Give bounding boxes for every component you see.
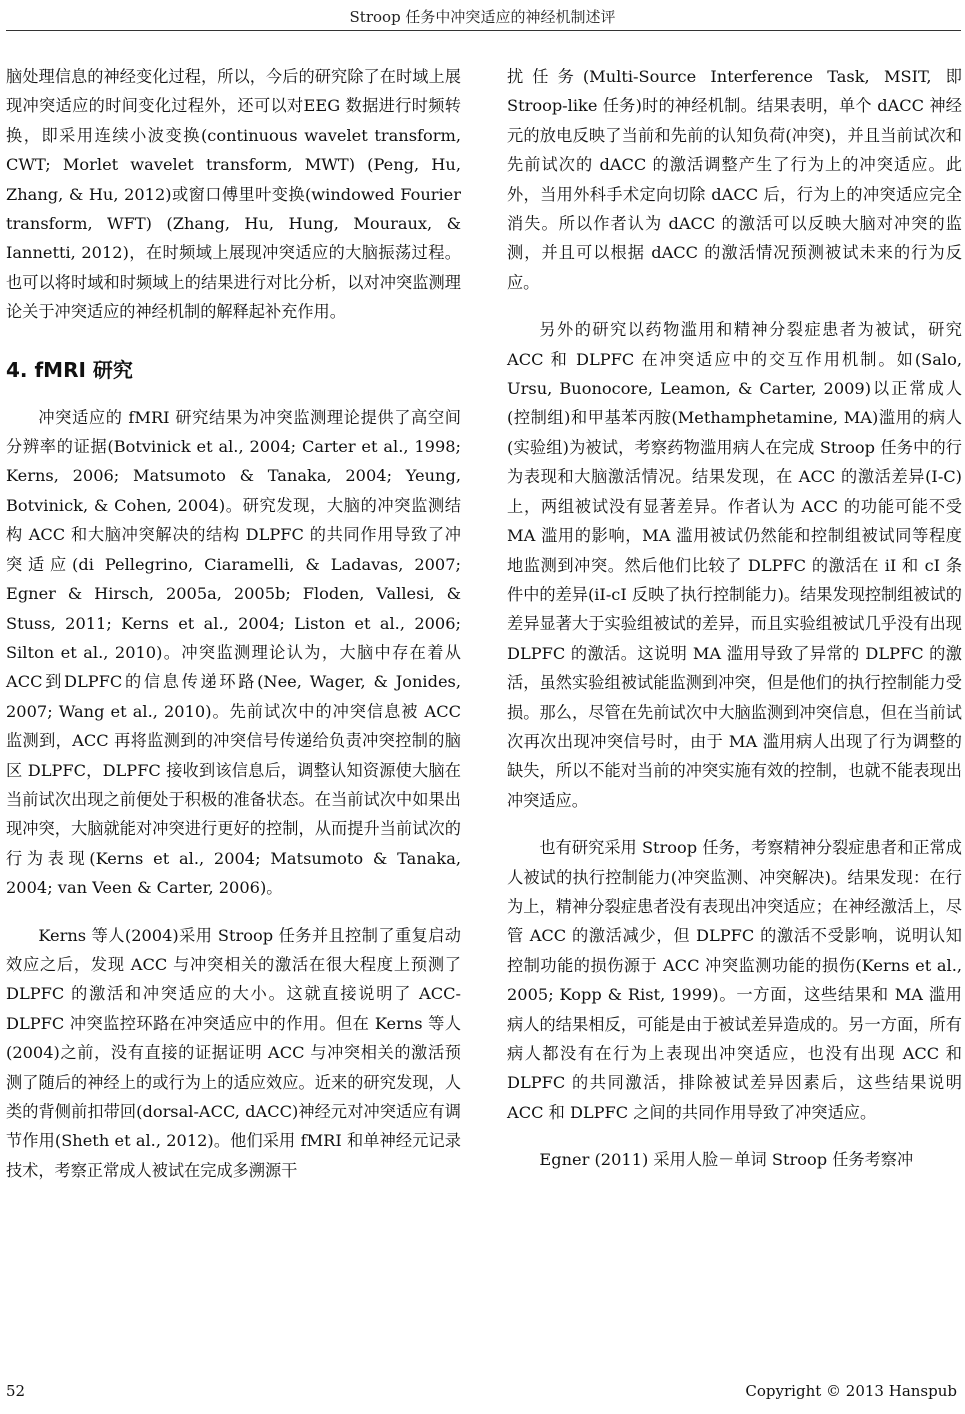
paragraph: 冲突适应的 fMRI 研究结果为冲突监测理论提供了高空间分辨率的证据(Botvinick et al., 2004; Carter et al., 1998; Kerns, 2006; Matsumoto & Tanaka, 2004; Yeung, Botvinick, & Cohen, 2004)。研究发现，大脑的冲突监测结构 ACC 和大脑冲突解决的结构 DLPFC 的共同作用导致了冲突适应(di Pellegrino, Ciaramelli, & Ladavas, 2007; Egner & Hirsch, 2005a, 2005b; Floden, Vallesi, & Stuss, 2011; Kerns et al., 2004; Liston et al., 2006; Silton et al., 2010)。冲突监测理论认为，大脑中存在着从ACC到DLPFC的信息传递环路(Nee, Wager, & Jonides, 2007; Wang et al., 2010)。先前试次中的冲突信息被 ACC 监测到，ACC 再将监测到的冲突信号传递给负责冲突控制的脑区 DLPFC，DLPFC 接收到该信息后，调整认知资源使大脑在当前试次出现之前便处于积极的准备状态。在当前试次中如果出现冲突，大脑就能对冲突进行更好的控制，从而提升当前试次的行为表现(Kerns et al., 2004; Matsumoto & Tanaka, 2004; van Veen & Carter, 2006)。 — [6, 407, 461, 898]
copyright-notice: Copyright © 2013 Hanspub — [745, 1382, 957, 1400]
left-column — [6, 62, 461, 1185]
section-heading: 4. fMRI 研究 — [6, 357, 133, 382]
paragraph: 另外的研究以药物滥用和精神分裂症患者为被试，研究 ACC 和 DLPFC 在冲突适应中的交互作用机制。如(Salo, Ursu, Buonocore, Leamon, & Carter, 2009)以正常成人(控制组)和甲基苯丙胺(Methamphetamine, MA)滥用的病人(实验组)为被试，考察药物滥用病人在完成 Stroop 任务中的行为表现和大脑激活情况。结果发现，在 ACC 的激活差异(I-C)上，两组被试没有显著差异。作者认为 ACC 的功能可能不受 MA 滥用的影响，MA 滥用被试仍然能和控制组被试同等程度地监测到冲突。然后他们比较了 DLPFC 的激活在 iI 和 cI 条件中的差异(iI-cI 反映了执行控制能力)。结果发现控制组被试的差异显著大于实验组被试的差异，而且实验组被试几乎没有出现 DLPFC 的激活。这说明 MA 滥用导致了异常的 DLPFC 的激活，虽然实验组被试能监测到冲突，但是他们的执行控制能力受损。那么，尽管在先前试次中大脑监测到冲突信息，但在当前试次再次出现冲突信号时，由于 MA 滥用病人出现了行为调整的缺失，所以不能对当前的冲突实施有效的控制，也就不能表现出冲突适应。 — [507, 320, 962, 810]
paragraph: 脑处理信息的神经变化过程，所以，今后的研究除了在时域上展现冲突适应的时间变化过程外，还可以对EEG 数据进行时频转换，即采用连续小波变换(continuous wavelet transform, CWT; Morlet wavelet transform, MWT) (Peng, Hu, Zhang, & Hu, 2012)或窗口傅里叶变换(windowed Fourier transform, WFT) (Zhang, Hu, Hung, Mouraux, & Iannetti, 2012)，在时频域上展现冲突适应的大脑振荡过程。也可以将时域和时频域上的结果进行对比分析，以对冲突监测理论关于冲突适应的神经机制的解释起补充作用。 — [6, 67, 461, 322]
page-number: 52 — [6, 1382, 26, 1400]
running-head: Stroop 任务中冲突适应的神经机制述评 — [349, 8, 616, 26]
right-column — [507, 62, 962, 1175]
paragraph: 扰任务(Multi-Source Interference Task, MSIT, 即 Stroop-like 任务)时的神经机制。结果表明，单个 dACC 神经元的放电反映了当前和先前的认知负荷(冲突)，并且当前试次和先前试次的 dACC 的激活调整产生了行为上的冲突适应。此外，当用外科手术定向切除 dACC 后，行为上的冲突适应完全消失。所以作者认为 dACC 的激活可以反映大脑对冲突的监测，并且可以根据 dACC 的激活情况预测被试未来的行为反应。 — [507, 67, 962, 292]
paragraph: 也有研究采用 Stroop 任务，考察精神分裂症患者和正常成人被试的执行控制能力(冲突监测、冲突解决)。结果发现：在行为上，精神分裂症患者没有表现出冲突适应；在神经激活上，尽管 ACC 的激活减少，但 DLPFC 的激活不受影响，说明认知控制功能的损伤源于 ACC 冲突监测功能的损伤(Kerns et al., 2005; Kopp & Rist, 1999)。一方面，这些结果和 MA 滥用病人的结果相反，可能是由于被试差异造成的。另一方面，所有病人都没有在行为上表现出冲突适应，也没有出现 ACC 和 DLPFC 的共同激活，排除被试差异因素后，这些结果说明 ACC 和 DLPFC 之间的共同作用导致了冲突适应。 — [507, 838, 962, 1122]
header-rule — [6, 30, 961, 31]
paragraph: Kerns 等人(2004)采用 Stroop 任务并且控制了重复启动效应之后，发现 ACC 与冲突相关的激活在很大程度上预测了 DLPFC 的激活和冲突适应的大小。这就直接说明了 ACC-DLPFC 冲突监控环路在冲突适应中的作用。但在 Kerns 等人(2004)之前，没有直接的证据证明 ACC 与冲突相关的激活预测了随后的神经上的或行为上的适应效应。近来的研究发现，人类的背侧前扣带回(dorsal-ACC, dACC)神经元对冲突适应有调节作用(Sheth et al., 2012)。他们采用 fMRI 和单神经元记录技术，考察正常成人被试在完成多溯源干 — [6, 925, 461, 1180]
paragraph: Egner (2011) 采用人脸－单词 Stroop 任务考察冲 — [539, 1150, 914, 1170]
